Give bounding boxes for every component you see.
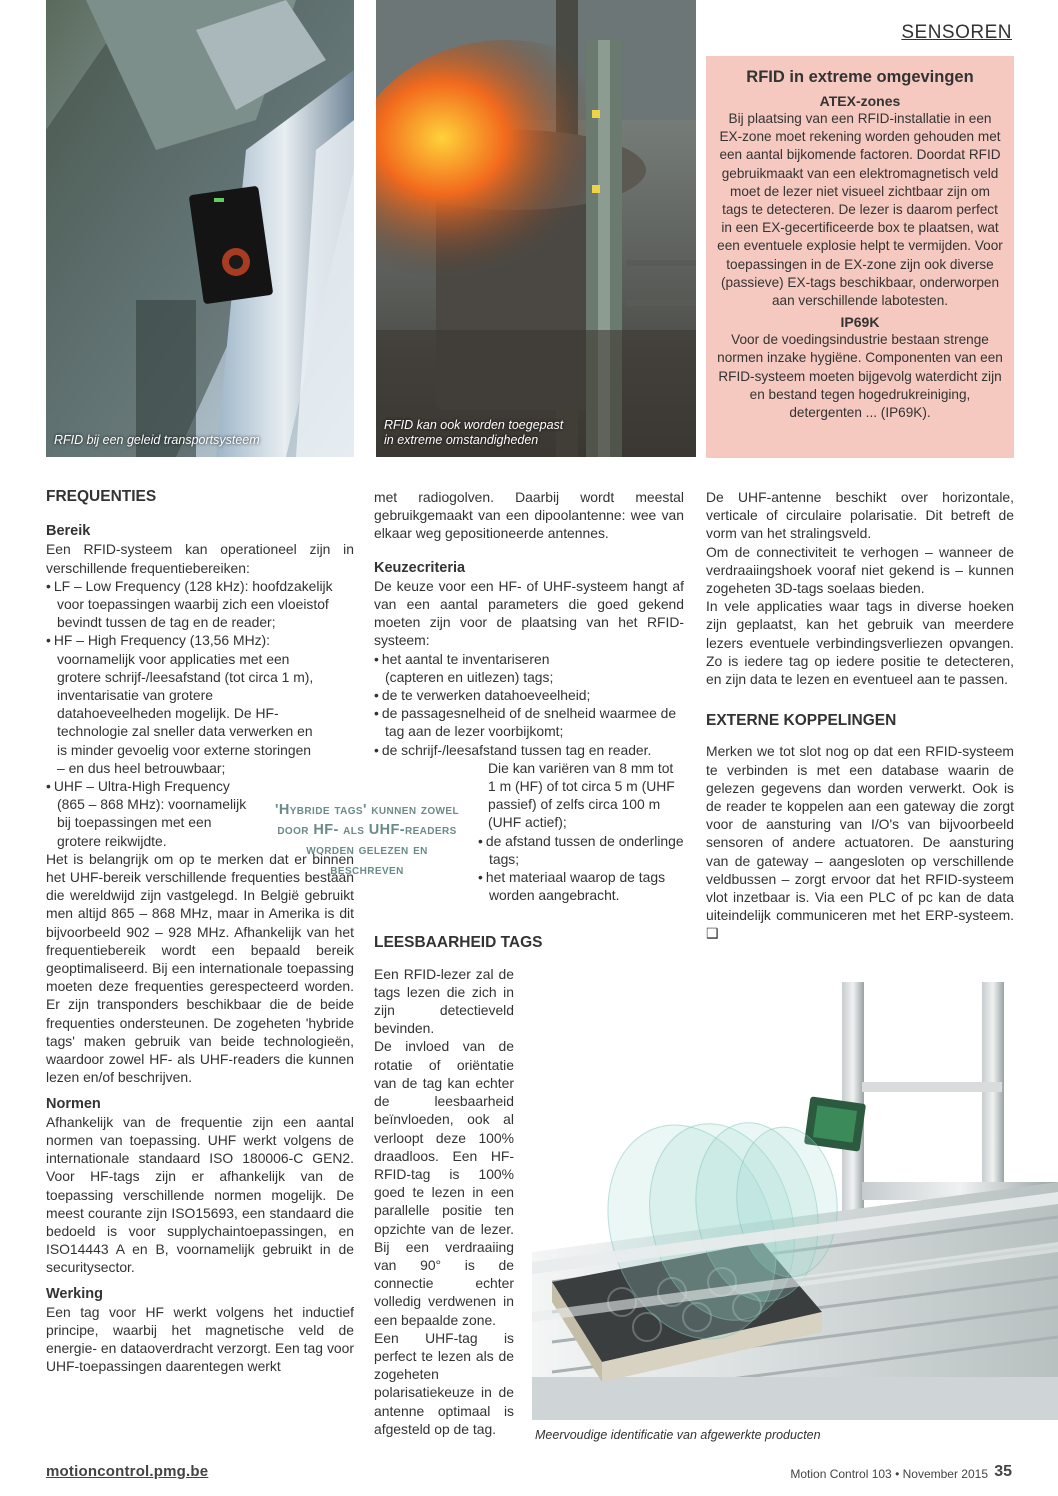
sidebar-ip-heading: IP69K [840, 314, 880, 331]
criteria-item: • de schrijf-/leesafstand tussen tag en reader. [374, 741, 684, 759]
criteria-list-continued [478, 832, 684, 905]
extreme-conditions-photo [376, 0, 696, 457]
criteria-narrow-block [478, 759, 684, 905]
externe-koppelingen-text [706, 742, 1014, 942]
connectivity-text: Om de connectiviteit te verhogen – wanneer de verdraaiingshoek vooraf niet gekend is – kunnen zogeheten 3D-tags soelaas bieden. [706, 543, 1014, 597]
list-item-lf: • LF – Low Frequency (128 kHz): hoofdzakelijk voor toepassingen waarbij zich een vloeistof bevindt tussen de tag en de reader; [46, 577, 354, 632]
normen-text: Afhankelijk van de frequentie zijn een aantal normen van toepassing. UHF werkt volgens de internationale standaard ISO 180006-C GEN2. Voor HF-tags zijn er afhankelijk van de toepassing verschillende normen mogelijk. De meest courante zijn ISO15693, een standaard die bedoeld is voor supplychaintoepassingen, en ISO14443 A en B, voornamelijk gebruikt in de securitysector. [46, 1113, 354, 1276]
criteria-item: • de te verwerken datahoeveelheid; [374, 686, 684, 704]
extreme-caption-line1: RFID kan ook worden toegepast [384, 417, 564, 432]
multiple-readers-text: In vele applicaties waar tags in diverse hoeken zijn geplaatst, kan het gebruik van meerdere lezers eventuele verbindingsverliezen opvangen. Zo is iedere tag op iedere positie te detecteren, en zijn data te lezen en eventueel aan te passen. [706, 598, 1014, 688]
extreme-caption-line2: in extreme omstandigheden [384, 433, 539, 448]
extreme-photo-caption [384, 418, 563, 449]
criteria-item-continued: Die kan variëren van 8 mm tot 1 m (HF) of tot circa 5 m (UHF passief) of zelfs circa 100 m (UHF actief); [488, 759, 675, 831]
frequenties-heading: FREQUENTIES [46, 488, 157, 505]
werking-text: Een tag voor HF werkt volgens het inductief principe, waarbij het magnetische veld de energie- en dataoverdracht verzorgt. Een tag voor UHF-toepassingen daarentegen werkt [46, 1303, 354, 1375]
transport-system-photo [46, 0, 354, 457]
list-item-uhf: • UHF – Ultra-High Frequency (865 – 868 MHz): voornamelijk bij toepassingen met een grotere reikwijdte. [46, 777, 354, 850]
criteria-list [374, 650, 684, 759]
pull-quote: 'Hybride tags' kunnen zowel door HF- als UHF-readers worden gelezen en beschreven [275, 802, 459, 878]
keuzecriteria-intro: De keuze voor een HF- of UHF-systeem hangt af van een aantal parameters die goed gekend moeten zijn voor de plaatsing van het RFID- systeem: [374, 577, 684, 649]
sidebar-atex-text: Bij plaatsing van een RFID-installatie in een EX-zone moet rekening worden gehouden met een aantal bijkomende factoren. Doordat RFID gebruikmaakt van een elektromagnetisch veld moet de lezer niet visueel zichtbaar zijn om tags te detecteren. De lezer is daarom perfect in een EX-gecertificeerde box te plaatsen, wat een eventuele explosie helpt te vermijden. Voor toepassingen in de EX-zone zijn ook diverse (passieve) EX-tags beschikbaar, onderworpen aan verschillende labotesten. [717, 111, 1003, 309]
externe-koppelingen-heading: EXTERNE KOPPELINGEN [706, 712, 897, 730]
leesbaarheid-text-2: De invloed van de rotatie of oriëntatie van de tag kan echter de leesbaarheid beïnvloeden, ook al verloopt deze 100% draadloos. Een HF-RFID-tag is 100% goed te lezen in een parallelle positie ten opzichte van de lezer. Bij een verdraaiing van 90° is de connectie echter volledig verdwenen in een bepaalde zone. [374, 1038, 514, 1328]
sidebar-ip-text: Voor de voedingsindustrie bestaan strenge normen inzake hygiëne. Componenten van een RFID-systeem moeten bijgevolg waterdicht zijn en bestand tegen hogedrukreiniging, detergenten ... (IP69K). [717, 332, 1003, 421]
end-mark-icon: ❑ [706, 925, 719, 942]
conveyor-photo-caption: Meervoudige identificatie van afgewerkte producten [535, 1428, 821, 1442]
list-item-hf: • HF – High Frequency (13,56 MHz): voornamelijk voor applicaties met een grotere schrijf-/leesafstand (tot circa 1 m), inventarisatie van grotere datahoeveelheden mogelijk. De HF-technologie zal sneller data verwerken en is minder gevoelig voor externe storingen – en dus heel betrouwbaar; [46, 631, 354, 777]
criteria-item: • het materiaal waarop de tags worden aangebracht. [478, 868, 684, 904]
conveyor-photo [532, 982, 1058, 1420]
bereik-intro: Een RFID-systeem kan operationeel zijn in verschillende frequentiebereiken: [46, 541, 354, 576]
leesbaarheid-heading: LEESBAARHEID TAGS [374, 934, 543, 952]
transport-photo-caption: RFID bij een geleid transportsysteem [54, 433, 260, 448]
leesbaarheid-text-3: Een UHF-tag is perfect te lezen als de zogeheten polarisatiekeuze in de antenne optimaal is afgesteld op de tag. [374, 1329, 514, 1437]
polarisation-text: De UHF-antenne beschikt over horizontale, verticale of circulaire polarisatie. Dit betreft de vorm van het stralingsveld. [706, 489, 1014, 542]
bereik-heading: Bereik [46, 523, 91, 540]
criteria-item: • de passagesnelheid of de snelheid waarmee de tag aan de lezer voorbijkomt; [374, 704, 684, 740]
keuzecriteria-heading: Keuzecriteria [374, 559, 466, 576]
leesbaarheid-text-block [374, 965, 514, 1438]
column-3 [706, 488, 1014, 943]
werking-heading: Werking [46, 1285, 103, 1302]
criteria-item: • de afstand tussen de onderlinge tags; [478, 832, 684, 868]
externe-koppelingen-body: Merken we tot slot nog op dat een RFID-systeem te verbinden is met een database waarin de gelezen gegevens dan worden verwerkt. Ook is de reader te koppelen aan een gateway die zorgt voor de aansturing van I/O's van bijvoorbeeld sensoren of andere actuatoren. De aansturing van de gateway – aangesloten op verschillende veldbussen – zorgt ervoor dat het RFID-systeem vlot inzetbaar is. Via een PLC of pc kan de data uiteindelijk communiceren met het ERP-systeem. [706, 743, 1014, 924]
normen-heading: Normen [46, 1095, 101, 1112]
footer-issue-info: Motion Control 103 • November 2015 [790, 1467, 988, 1481]
column-1 [46, 488, 354, 1376]
sidebar-title: RFID in extreme omgevingen [746, 68, 974, 86]
page-number: 35 [994, 1463, 1012, 1480]
bereik-text: Het is belangrijk om op te merken dat er binnen het UHF-bereik verschillende frequenties bestaan die wereldwijd zijn vastgelegd. In België gebruikt men altijd 865 – 868 MHz, maar in Amerika is dit bijvoorbeeld 902 – 928 MHz. Afhankelijk van het frequentiebereik wordt een bepaald bereik geoptimaliseerd. Bij een internationale toepassing moeten deze frequenties gerespecteerd worden. Er zijn transponders beschikbaar die de beide frequenties ondersteunen. De zogeheten 'hybride tags' maken gebruik van beide technologieën, waardoor zowel HF- als UHF-readers die kunnen lezen en/of beschrijven. [46, 850, 354, 1086]
werking-continued: met radiogolven. Daarbij wordt meestal gebruikgemaakt van een dipoolantenne: wee van elkaar weg gepositioneerde antennes. [374, 489, 684, 542]
section-tag: SENSOREN [901, 22, 1012, 43]
criteria-item: • het aantal te inventariseren (capteren en uitlezen) tags; [374, 650, 684, 686]
sidebar-atex-heading: ATEX-zones [819, 93, 901, 109]
sidebar-box [706, 56, 1014, 458]
footer-website-link[interactable]: motioncontrol.pmg.be [46, 1463, 209, 1480]
leesbaarheid-text-1: Een RFID-lezer zal de tags lezen die zich in zijn detectieveld bevinden. [374, 965, 514, 1037]
